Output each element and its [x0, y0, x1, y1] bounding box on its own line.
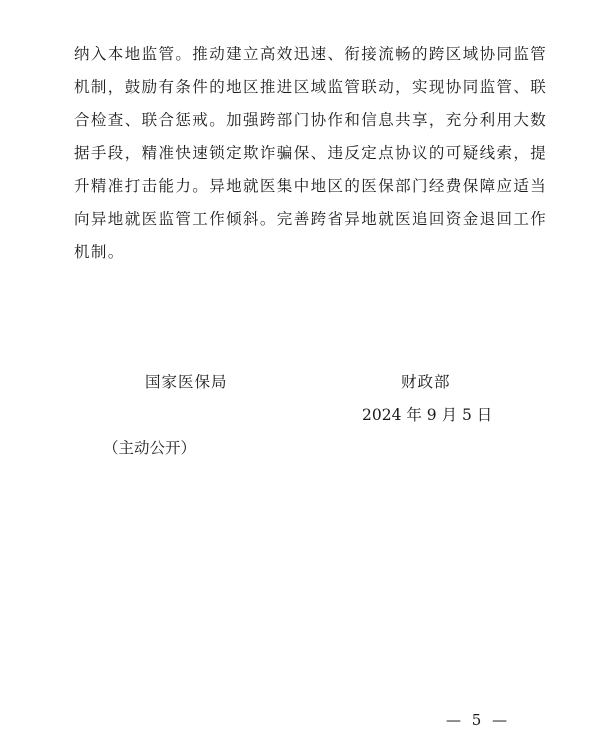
paragraph-line: 向异地就医监管工作倾斜。完善跨省异地就医追回资金退回工作 [74, 210, 548, 228]
disclosure-note: （主动公开） [103, 439, 197, 457]
page-number: — 5 — [446, 711, 511, 729]
paragraph-line: 机制。 [74, 243, 125, 261]
paragraph-line: 机制，鼓励有条件的地区推进区域监管联动，实现协同监管、联 [74, 78, 548, 96]
issuing-org-mof: 财政部 [401, 373, 451, 391]
issue-date: 2024 年 9 月 5 日 [362, 406, 493, 424]
paragraph-line: 升精准打击能力。异地就医集中地区的医保部门经费保障应适当 [74, 177, 548, 195]
paragraph-line: 纳入本地监管。推动建立高效迅速、衔接流畅的跨区域协同监管 [74, 45, 548, 63]
issuing-org-nhsa: 国家医保局 [145, 373, 228, 391]
paragraph-line: 合检查、联合惩戒。加强跨部门协作和信息共享，充分利用大数 [74, 111, 548, 129]
paragraph-line: 据手段，精准快速锁定欺诈骗保、违反定点协议的可疑线索，提 [74, 144, 548, 162]
